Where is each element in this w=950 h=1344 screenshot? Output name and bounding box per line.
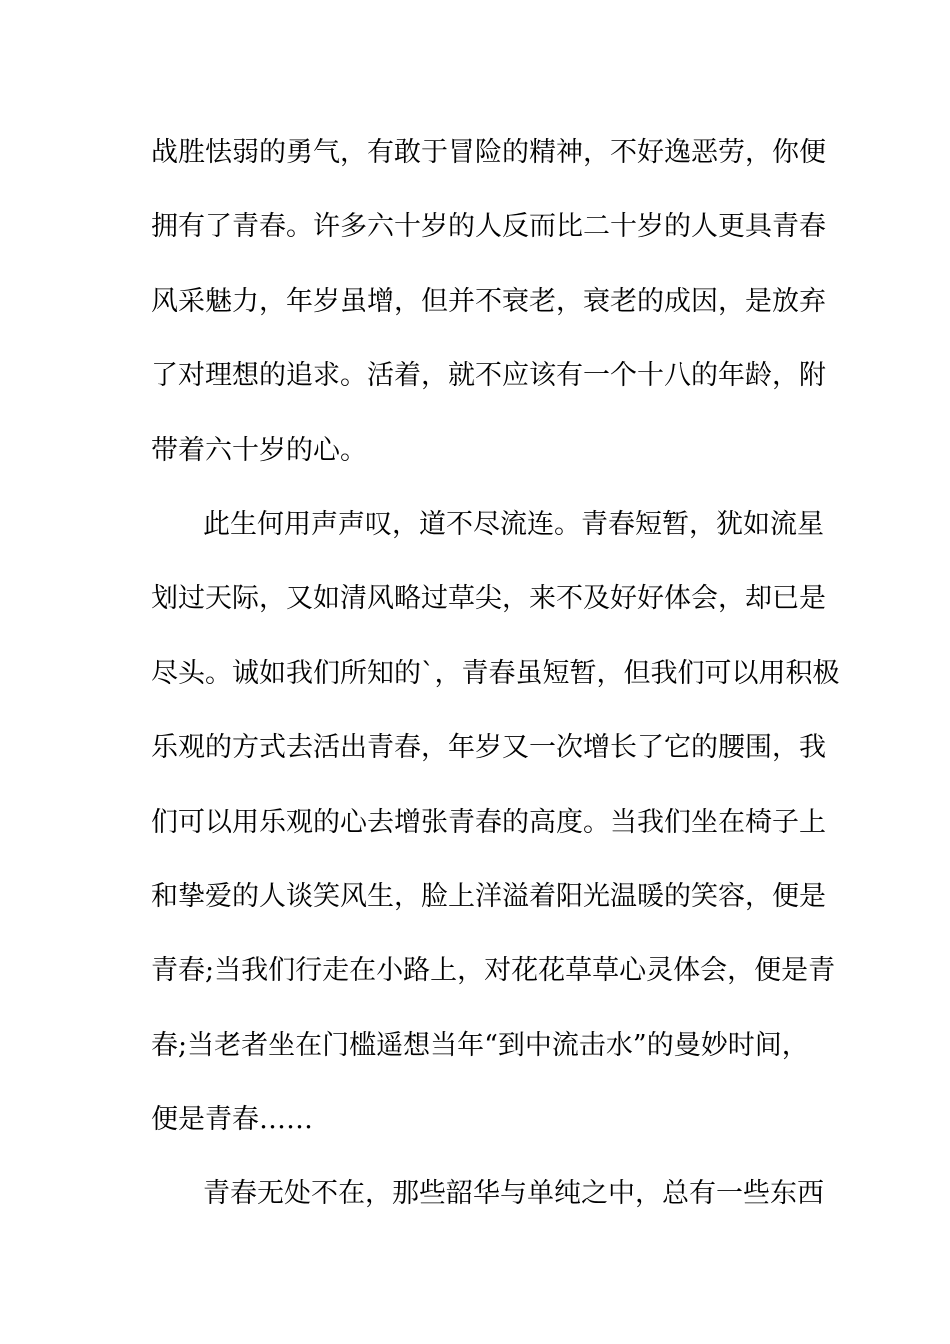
text-line: 们可以用乐观的心去增张青春的高度。当我们坐在椅子上 xyxy=(151,806,826,838)
paragraph-start-line: 青春无处不在，那些韶华与单纯之中，总有一些东西 xyxy=(203,1178,824,1210)
text-line: 风采魅力，年岁虽增，但并不衰老，衰老的成因，是放弃 xyxy=(151,285,826,317)
text-line: 了对理想的追求。活着，就不应该有一个十八的年龄，附 xyxy=(151,360,826,392)
text-line: 战胜怯弱的勇气，有敢于冒险的精神，不好逸恶劳，你便 xyxy=(151,137,826,168)
text-line: 便是青春…… xyxy=(151,1104,313,1136)
text-line: 尽头。诚如我们所知的`，青春虽短暂，但我们可以用积极 xyxy=(151,657,840,689)
text-line: 青春;当我们行走在小路上，对花花草草心灵体会，便是青 xyxy=(151,955,836,987)
text-line: 春;当老者坐在门槛遥想当年“到中流击水”的曼妙时间， xyxy=(151,1029,809,1061)
text-line: 划过天际，又如清风略过草尖，来不及好好体会，却已是 xyxy=(151,583,826,615)
paragraph-start-line: 此生何用声声叹，道不尽流连。青春短暂，犹如流星 xyxy=(203,508,824,540)
text-line: 和挚爱的人谈笑风生，脸上洋溢着阳光温暖的笑容，便是 xyxy=(151,880,826,912)
text-line: 拥有了青春。许多六十岁的人反而比二十岁的人更具青春 xyxy=(151,211,826,243)
text-line: 乐观的方式去活出青春，年岁又一次增长了它的腰围，我 xyxy=(151,732,826,764)
text-line: 带着六十岁的心。 xyxy=(151,434,367,466)
body-text xyxy=(151,125,840,1241)
